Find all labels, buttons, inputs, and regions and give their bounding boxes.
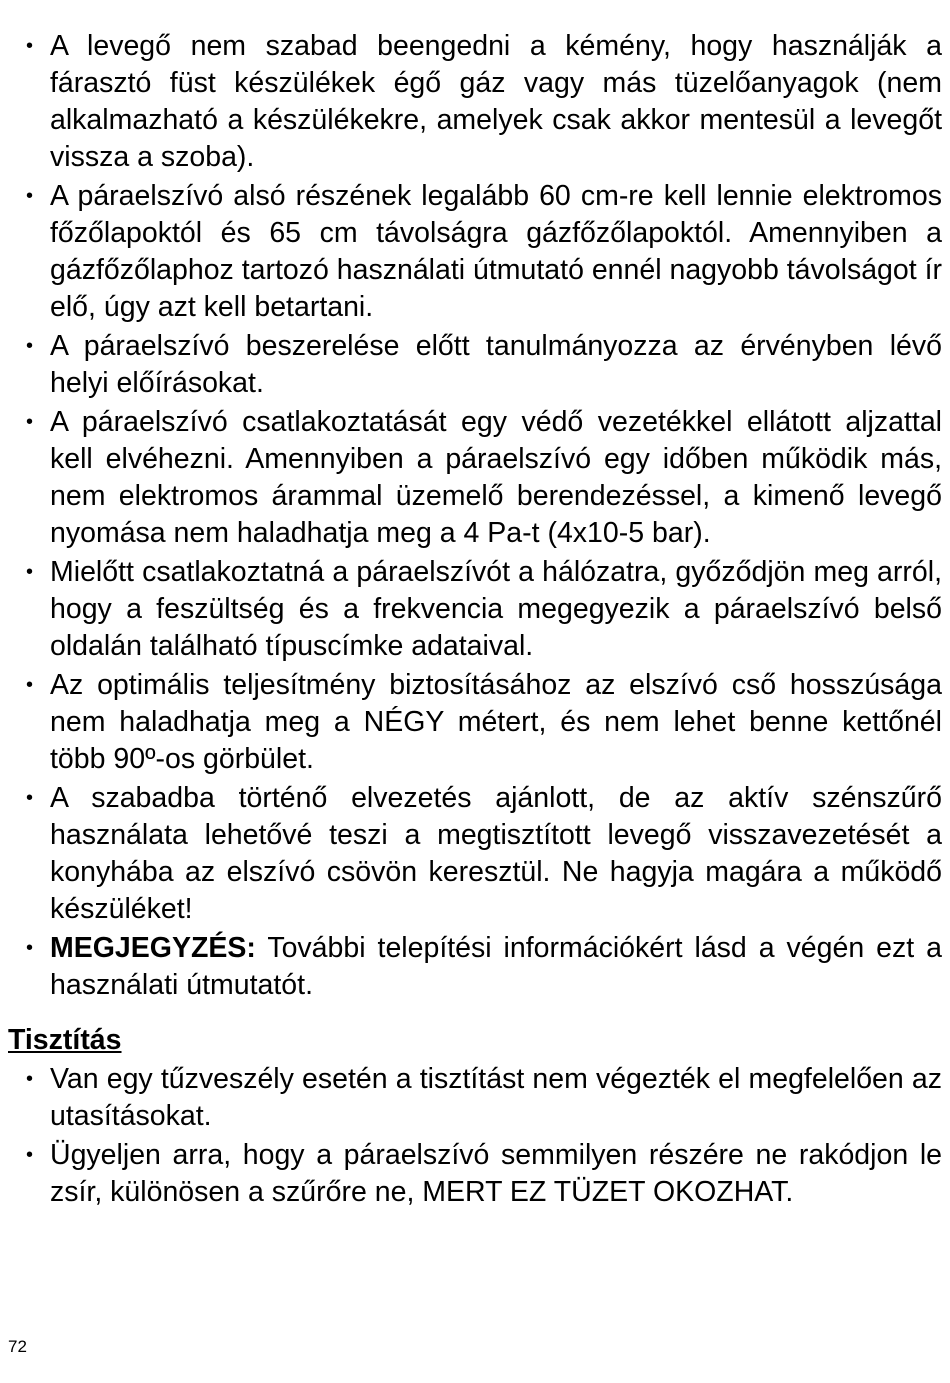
note-text: További telepítési információkért lásd a végén ezt a használati útmutatót. xyxy=(50,932,942,1001)
list-item xyxy=(8,780,942,928)
bullet-icon: • xyxy=(26,1068,34,1090)
bullet-icon: • xyxy=(26,35,34,57)
bullet-icon: • xyxy=(26,1144,34,1166)
list-item-text: A szabadba történő elvezetés ajánlott, de az aktív szénszűrő használata lehetővé teszi a megtisztított levegő visszavezetését a konyhába az elszívó csövön keresztül. Ne hagyja magára a működő készüléket! xyxy=(50,782,942,925)
list-item xyxy=(8,178,942,326)
bullet-icon: • xyxy=(26,185,34,207)
note-label: MEGJEGYZÉS: xyxy=(50,932,256,964)
bullet-icon: • xyxy=(26,335,34,357)
list-item xyxy=(8,1137,942,1211)
list-item xyxy=(8,28,942,176)
bullet-icon: • xyxy=(26,937,34,959)
cleaning-heading: Tisztítás xyxy=(8,1024,122,1056)
list-item-text: A páraelszívó alsó részének legalább 60 cm-re kell lennie elektromos főzőlapoktól és 65 cm távolságra gázfőzőlapoktól. Amennyiben a gázfőzőlaphoz tartozó használati útmutató ennél nagyobb távolságot ír elő, úgy azt kell betartani. xyxy=(50,180,943,323)
list-item-text: Ügyeljen arra, hogy a páraelszívó semmilyen részére ne rakódjon le zsír, különösen a szűrőre ne, MERT EZ TÜZET OKOZHAT. xyxy=(50,1139,942,1208)
page-content xyxy=(8,28,942,1213)
note-item xyxy=(8,930,942,1004)
list-item-text: Van egy tűzveszély esetén a tisztítást nem végezték el megfelelően az utasításokat. xyxy=(50,1063,942,1132)
safety-instructions-list xyxy=(8,28,942,1004)
list-item xyxy=(8,554,942,665)
list-item-text: A levegő nem szabad beengedni a kémény, hogy használják a fárasztó füst készülékek égő gáz vagy más tüzelőanyagok (nem alkalmazható a készülékekre, amelyek csak akkor mentesül a levegőt vissza a szoba). xyxy=(50,30,942,173)
page-number: 72 xyxy=(8,1337,27,1356)
list-item xyxy=(8,1061,942,1135)
bullet-icon: • xyxy=(26,674,34,696)
bullet-icon: • xyxy=(26,787,34,809)
list-item xyxy=(8,667,942,778)
list-item-text: Mielőtt csatlakoztatná a páraelszívót a hálózatra, győződjön meg arról, hogy a feszültség és a frekvencia megegyezik a páraelszívó belső oldalán található típuscímke adataival. xyxy=(50,556,942,662)
list-item xyxy=(8,328,942,402)
bullet-icon: • xyxy=(26,561,34,583)
list-item xyxy=(8,404,942,552)
bullet-icon: • xyxy=(26,411,34,433)
list-item-text: A páraelszívó csatlakoztatását egy védő vezetékkel ellátott aljzattal kell elvéhezni. Amennyiben a páraelszívó egy időben működik más, nem elektromos árammal üzemelő berendezéssel, a kimenő levegő nyomása nem haladhatja meg a 4 Pa-t (4x10-5 bar). xyxy=(50,406,942,549)
cleaning-list xyxy=(8,1061,942,1211)
list-item-text: A páraelszívó beszerelése előtt tanulmányozza az érvényben lévő helyi előírásokat. xyxy=(50,330,942,399)
list-item-text: Az optimális teljesítmény biztosításához az elszívó cső hosszúsága nem haladhatja meg a NÉGY métert, és nem lehet benne kettőnél több 90º-os görbület. xyxy=(50,669,942,775)
